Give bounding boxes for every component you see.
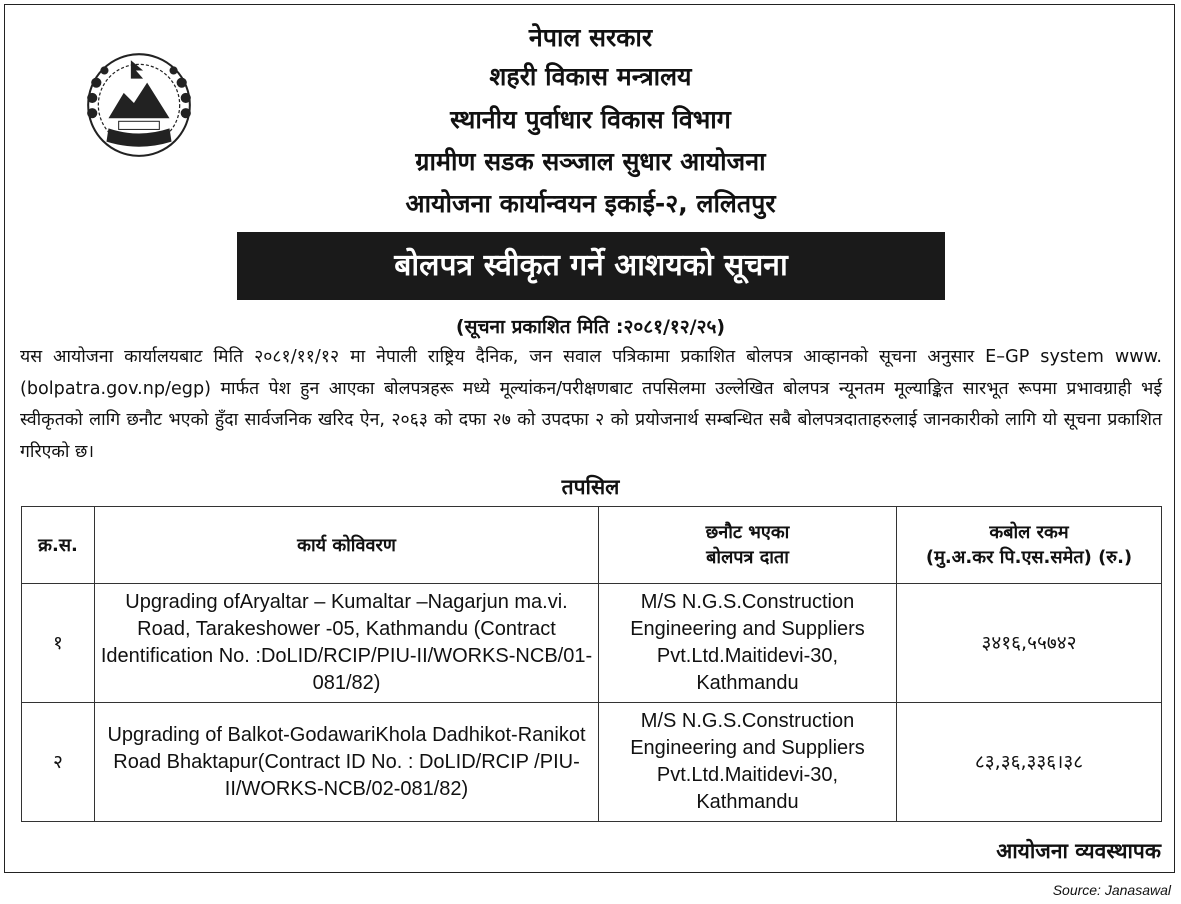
header-selected-bidder bbox=[599, 507, 897, 584]
header-government: नेपाल सरकार bbox=[528, 23, 653, 52]
source-credit: Source: Janasawal bbox=[1052, 882, 1171, 898]
row-bidder: M/S N.G.S.Construction Engineering and Suppliers Pvt.Ltd.Maitidevi-30, Kathmandu bbox=[599, 584, 897, 703]
header-project: ग्रामीण सडक सञ्जाल सुधार आयोजना bbox=[415, 147, 766, 176]
notice-title-banner: बोलपत्र स्वीकृत गर्ने आशयको सूचना bbox=[237, 232, 945, 300]
row-serial-number: २ bbox=[22, 703, 95, 822]
row-work-description: Upgrading ofAryaltar – Kumaltar –Nagarjun ma.vi. Road, Tarakeshower -05, Kathmandu (Contract Identification No. :DoLID/RCIP/PIU-II/WORKS-NCB/01-081/82) bbox=[95, 584, 599, 703]
table-row bbox=[22, 584, 1162, 703]
row-work-description: Upgrading of Balkot-GodawariKhola Dadhikot-Ranikot Road Bhaktapur(Contract ID No. : DoLID/RCIP /PIU-II/WORKS-NCB/02-081/82) bbox=[95, 703, 599, 822]
table-header-row bbox=[22, 507, 1162, 584]
header-unit: आयोजना कार्यान्वयन इकाई-२, ललितपुर bbox=[405, 189, 776, 218]
header-work-description: कार्य कोविवरण bbox=[95, 507, 599, 584]
header-amount-line1: कबोल रकम bbox=[989, 522, 1069, 543]
header-ministry: शहरी विकास मन्त्रालय bbox=[489, 62, 692, 91]
header-department: स्थानीय पुर्वाधार विकास विभाग bbox=[450, 105, 731, 134]
header-amount-line2: (मु.अ.कर पि.एस.समेत) (रु.) bbox=[925, 547, 1133, 568]
row-amount: ३४१६,५५७४२ bbox=[897, 584, 1162, 703]
award-table bbox=[21, 506, 1162, 822]
row-serial-number: १ bbox=[22, 584, 95, 703]
header-bidder-line2: बोलपत्र दाता bbox=[706, 547, 789, 568]
row-amount: ८३,३६,३३६।३८ bbox=[897, 703, 1162, 822]
header-serial-number: क्र.स. bbox=[22, 507, 95, 584]
header-bidder-line1: छनौट भएका bbox=[705, 522, 790, 543]
table-row bbox=[22, 703, 1162, 822]
header-bid-amount bbox=[897, 507, 1162, 584]
notice-body-text: यस आयोजना कार्यालयबाट मिति २०८१/११/१२ मा नेपाली राष्ट्रिय दैनिक, जन सवाल पत्रिकामा प्रकाशित बोलपत्र आव्हानको सूचना अनुसार E–GP system www.(bolpatra.gov.np/egp) मार्फत पेश हुन आएका बोलपत्रहरू मध्ये मूल्यांकन/परीक्षणबाट तपसिलमा उल्लेखित बोलपत्र न्यूनतम मूल्याङ्कित सारभूत रूपमा प्रभावग्राही भई स्वीकृतको लागि छनौट भएको हुँदा सार्वजनिक खरिद ऐन, २०६३ को दफा २७ को उपदफा २ को प्रयोजनार्थ सम्बन्धित सबै बोलपत्रदाताहरुलाई जानकारीको लागि यो सूचना प्रकाशित गरिएको छ। bbox=[20, 347, 1162, 462]
publish-date: (सूचना प्रकाशित मिति :२०८१/१२/२५) bbox=[455, 316, 726, 338]
row-bidder: M/S N.G.S.Construction Engineering and Suppliers Pvt.Ltd.Maitidevi-30, Kathmandu bbox=[599, 703, 897, 822]
signatory-title: आयोजना व्यवस्थापक bbox=[996, 839, 1161, 863]
schedule-heading: तपसिल bbox=[561, 475, 620, 499]
